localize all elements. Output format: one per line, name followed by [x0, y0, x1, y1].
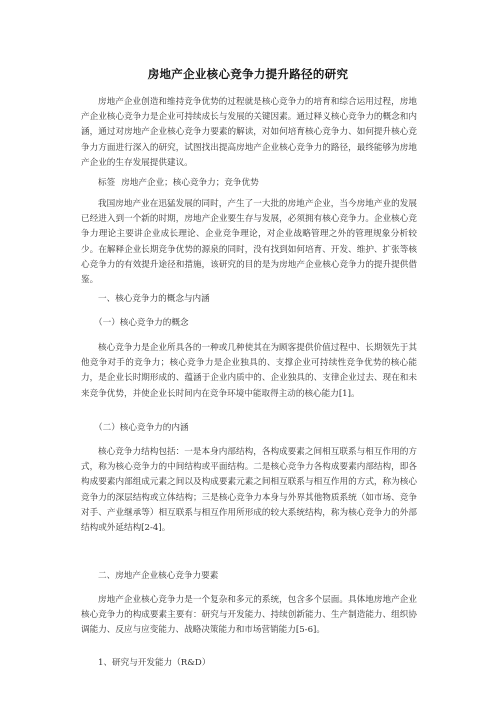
section-1-heading: 一、核心竞争力的概念与内涵 — [98, 294, 210, 304]
section-1-1-heading: （一）核心竞争力的概念 — [94, 318, 189, 328]
section-1-1-text: 核心竞争力是企业所具各的一种或几种使其在为顾客提供价值过程中、长期领先于其他竞争对手的竞争力；核心竞争力是企业独具的、支撑企业可持续性竞争优势的核心能力，是企业长时期形成的、蕴涵于企业内质中的、企业独具的、支律企业过去、现在和未来竞争优势，并使企业长时间内在竞争环境中能取得主动的核心能力 — [81, 343, 417, 399]
citation-2-4: [2-4]。 — [141, 523, 171, 534]
section-1-1-paragraph — [81, 341, 417, 402]
keywords-label: 标签 — [98, 178, 116, 188]
intro-paragraph: 我国房地产业在迅猛发展的同时，产生了一大批的房地产企业，当今房地产业的发展已经进入到一个新的时期，房地产企业要生存与发展，必须拥有核心竞争力。企业核心竞争力理论主要讲企业成长理论、企业竞争理论，对企业战略管理之外的管理规象分析较少。在解释企业长期竞争优势的源泉的同时，没有找到如何培育、开发、维护、扩张等核心竞争力的有效提升途径和措施，该研究的目的是为房地产企业核心竞争力的提升提供借鉴。 — [81, 199, 417, 286]
section-2-heading: 二、房地产企业核心竞争力要素 — [98, 571, 219, 581]
section-1-2-paragraph — [81, 445, 417, 536]
abstract-paragraph: 房地产企业创造和维持竞争优势的过程就是核心竞争力的培育和综合运用过程，房地产企业核心竞争力是企业可持续成长与发展的关键因素。通过释义核心竞争力的概念和内涵，通过对房地产企业核心竞争力要素的解读，对如何培育核心竞争力、如何提升核心竞争力方面进行深入的研究，试图找出提高房地产企业核心竞争力的路径，最终能够为房地产企业的生存发展提供建议。 — [81, 97, 417, 168]
section-2-text: 房地产企业核心竞争力是一个复杂和多元的系统，包含多个层面。具体地房地产企业核心竞争力的构成要素主要有：研究与开发能力、持续创新能力、生产制造能力、组织协调能力、反应与应变能力、战略决策能力和市场营销能力 — [81, 595, 417, 636]
keywords-text: 房地产企业；核心竞争力；竞争优势 — [121, 178, 259, 188]
section-1-2-heading: （二）核心竞争力的内涵 — [94, 423, 189, 433]
citation-1: [1]。 — [338, 388, 360, 399]
section-2-paragraph — [81, 593, 417, 639]
document-title: 房地产企业核心竞争力提升路径的研究 — [147, 67, 349, 81]
section-1-2-text: 核心竞争力结构包括：一是本身内部结构，各构成要素之间相互联系与相互作用的方式，称为核心竞争力的中间结构或平面结构。二是核心竞争力各构成要素内部结构，即各构成要素内部组成元素之间以及构成要素元素之间相互联系与相互作用的方式，称为核心竞争力的深层结构或立体结构；三是核心竞争力本身与外界其他物质系统（如市场、竞争对手、产业继承等）相互联系与相互作用所形成的较大系统结构，称为核心竞争力的外部结构或外延结构 — [81, 447, 417, 534]
section-2-1-heading: 1、研究与开发能力（R&D） — [98, 658, 211, 668]
keywords-line — [98, 176, 259, 191]
citation-5-6: [5-6]。 — [295, 625, 325, 636]
